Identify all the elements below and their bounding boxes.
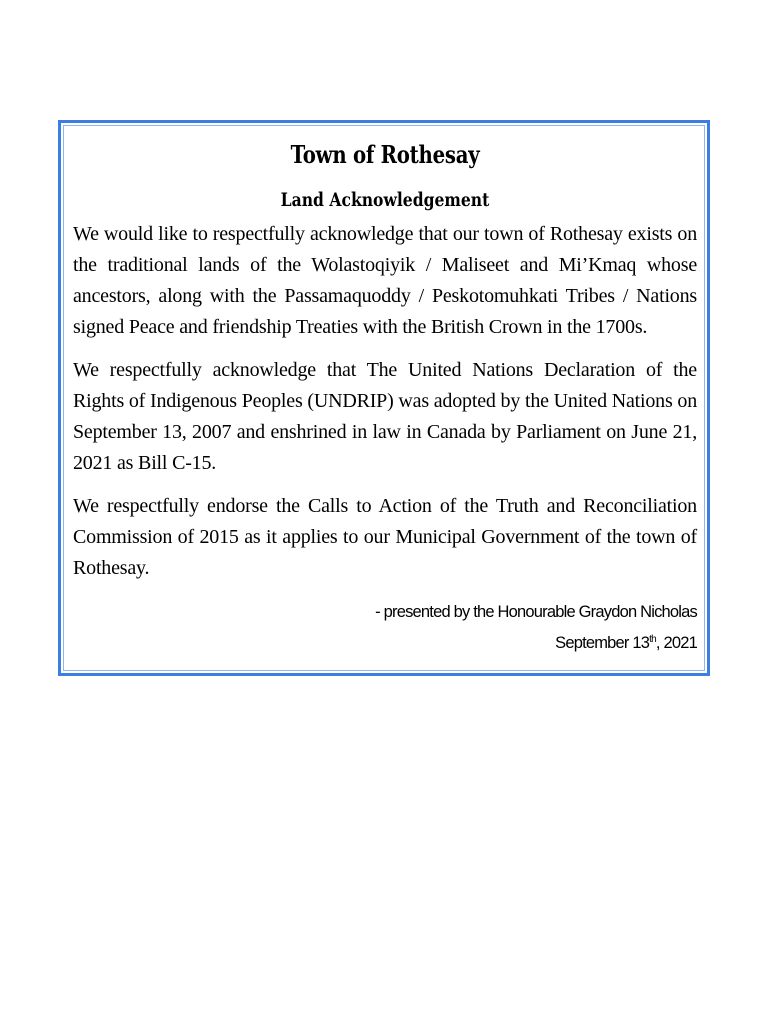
attribution-line: - presented by the Honourable Graydon Nicholas [375, 603, 697, 621]
presentation-date [73, 628, 697, 658]
date-month-day: September 13 [555, 634, 650, 652]
acknowledgement-content [73, 137, 697, 667]
page-title: Town of Rothesay [290, 140, 480, 169]
date-suffix: th [649, 634, 656, 645]
document-subtitle: Land Acknowledgement [280, 189, 490, 211]
paragraph-calls-to-action: We respectfully endorse the Calls to Action of the Truth and Reconciliation Commission of 2015 as it applies to our Municipal Government of the town of Rothesay. [73, 495, 697, 579]
acknowledgement-frame [58, 120, 710, 676]
date-year: , 2021 [655, 634, 697, 652]
paragraph-traditional-lands: We would like to respectfully acknowledge that our town of Rothesay exists on the traditional lands of the Wolastoqiyik / Maliseet and Mi’Kmaq whose ancestors, along with the Passamaquoddy / Peskotomuhkati Tribes / Nations signed Peace and friendship Treaties with the British Crown in the 1700s. [73, 223, 697, 338]
paragraph-undrip: We respectfully acknowledge that The United Nations Declaration of the Rights of Indigenous Peoples (UNDRIP) was adopted by the United Nations on September 13, 2007 and enshrined in law in Canada by Parliament on June 21, 2021 as Bill C-15. [73, 359, 697, 474]
